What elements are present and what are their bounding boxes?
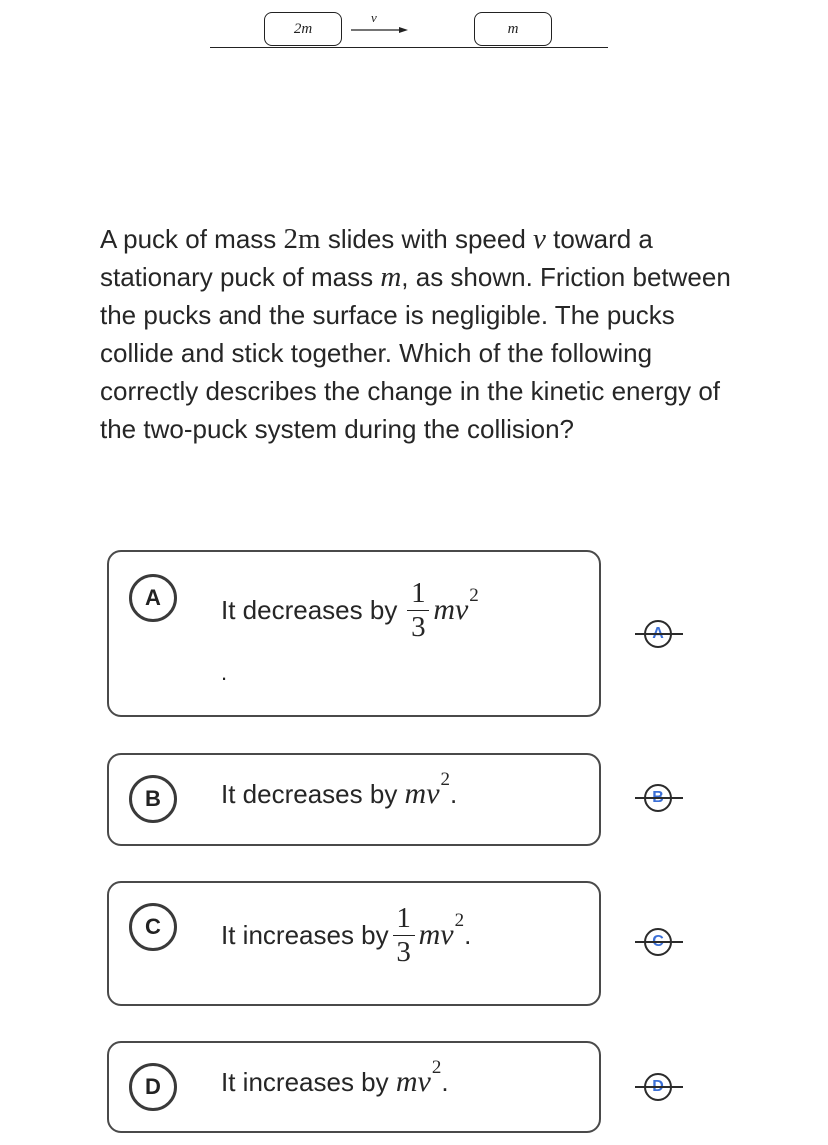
option-d[interactable] [107,1041,601,1133]
collision-diagram [0,0,828,60]
option-b-exp: 2 [440,769,451,790]
option-c-letter: C [129,903,177,951]
option-b-expr: mv [404,777,440,810]
question-mass2: m [380,261,402,293]
option-a-extra: . [221,660,228,685]
puck-m [474,12,552,46]
eliminate-b-letter: B [644,784,672,812]
option-c-label: It increases by [221,919,389,950]
option-a-exp: 2 [469,585,479,606]
option-a-label: It decreases by [221,594,398,625]
option-d-expr: mv [395,1065,431,1098]
option-c-frac-den: 3 [396,936,411,968]
option-a-text [221,578,479,642]
eliminate-a-button[interactable] [635,617,683,651]
puck-2m [264,12,342,46]
option-c[interactable] [107,881,601,1006]
strikethrough-icon [635,633,683,635]
option-c-fraction [393,903,415,967]
option-c-text [221,903,471,967]
option-d-trail: . [441,1066,449,1097]
option-b-letter: B [129,775,177,823]
option-a-letter: A [129,574,177,622]
eliminate-d-button[interactable] [635,1070,683,1104]
velocity-label: v [371,10,377,25]
option-c-exp: 2 [454,910,465,931]
option-c-trail: . [464,919,472,950]
question-part2: slides with speed [320,224,534,254]
option-a[interactable] [107,550,601,717]
question-mass1-value: 2m [283,223,321,255]
option-c-frac-num: 1 [396,902,411,934]
option-d-label: It increases by [221,1066,389,1097]
eliminate-c-letter: C [644,928,672,956]
question-part3: toward a stationary puck of mass [100,224,653,292]
option-d-text [221,1057,449,1099]
question-speed: v [533,223,546,255]
puck-2m-label: 2m [293,20,313,37]
option-a-frac-num: 1 [411,577,426,609]
puck-m-label: m [507,20,519,37]
question-part4: , as shown. Friction between the pucks and the surface is negligible. The pucks collide and stick together. Which of the following correctly describes the change in the kinetic energy of the two-puck system during the collision? [100,262,731,444]
option-b[interactable] [107,753,601,846]
option-a-frac-den: 3 [411,611,426,643]
option-b-text [221,769,458,811]
strikethrough-icon [635,797,683,799]
eliminate-c-button[interactable] [635,925,683,959]
question-text [100,220,740,448]
option-a-fraction [407,578,429,642]
option-d-letter: D [129,1063,177,1111]
option-c-expr: mv [418,918,454,951]
question-part1: A puck of mass [100,224,284,254]
velocity-arrow-icon [350,24,410,36]
surface-line [210,47,608,48]
eliminate-d-letter: D [644,1073,672,1101]
strikethrough-icon [635,941,683,943]
option-a-expr: mv [433,593,469,626]
eliminate-b-button[interactable] [635,781,683,815]
option-b-label: It decreases by [221,778,398,809]
option-d-exp: 2 [431,1057,442,1078]
strikethrough-icon [635,1086,683,1088]
option-b-trail: . [450,778,458,809]
eliminate-a-letter: A [644,620,672,648]
question-mass1 [284,223,321,255]
